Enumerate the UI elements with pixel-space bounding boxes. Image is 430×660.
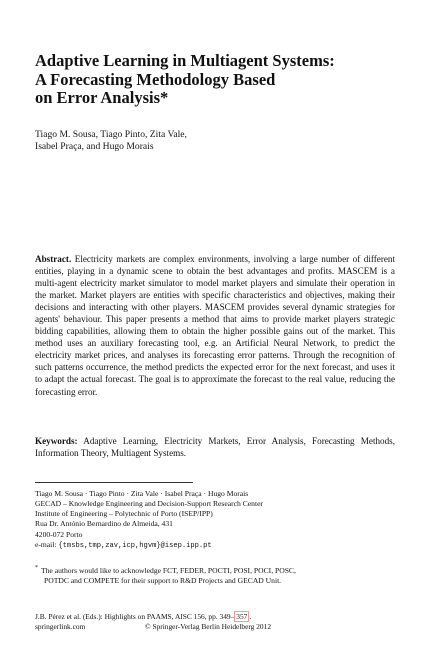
affiliation-org: GECAD – Knowledge Engineering and Decision-Support Research Center <box>35 499 263 509</box>
paper-title <box>35 52 395 108</box>
citation-row-2 <box>35 622 395 632</box>
affiliation-institute: Institute of Engineering – Polytechnic of Porto (ISEP/IPP) <box>35 509 213 519</box>
title-line-2: A Forecasting Methodology Based <box>35 69 276 89</box>
keywords <box>35 435 395 459</box>
keywords-label: Keywords: <box>35 436 78 446</box>
abstract <box>35 253 395 398</box>
title-line-1: Adaptive Learning in Multiagent Systems: <box>35 51 335 70</box>
page-end-link[interactable]: 357 <box>236 612 248 621</box>
abstract-text: Electricity markets are complex environments, involving a large number of different entities, playing in a dynamic scene to obtain the best advantages and profits. MASCEM is a multi-agent electricity market simulator to model market players and simulate their operation in the market. Market players are entities with specific characteristics and objectives, making their decisions and interacting with other players. MASCEM provides several dynamic strategies for agents' behaviour. This paper presents a method that aims to provide market players strategic bidding capabilities, allowing them to obtain the higher possible gains out of the market. This method uses an auxiliary forecasting tool, e.g. an Artificial Neural Network, to predict the electricity market prices, and analyses its forecasting error patterns. Through the recognition of such patterns occurrence, the method predicts the expected error for the next forecast, and uses it to adapt the actual forecast. The goal is to approximate the forecast to the real value, reducing the forecasting error. <box>35 254 396 397</box>
acknowledgement-line-1: The authors would like to acknowledge FCT, FEDER, POCTI, POSI, POCI, POSC, <box>41 566 296 575</box>
authors-line-2: Isabel Praça, and Hugo Morais <box>35 141 154 153</box>
footnote-marker: * <box>35 565 38 572</box>
authors-line-1: Tiago M. Sousa, Tiago Pinto, Zita Vale, <box>35 129 187 140</box>
email-label: e-mail: <box>35 539 57 549</box>
affiliation-names: Tiago M. Sousa · Tiago Pinto · Zita Vale · Isabel Praça · Hugo Morais <box>35 489 249 498</box>
citation-text: J.B. Pérez et al. (Eds.): Highlights on PAAMS, AISC 156, pp. 349– <box>35 612 235 621</box>
affiliation-email-row <box>35 540 395 551</box>
affiliation-block <box>35 489 395 551</box>
acknowledgement-footnote <box>35 566 395 586</box>
affiliation-street: Rua Dr. António Bernardino de Almeida, 431 <box>35 519 173 529</box>
copyright-notice: © Springer-Verlag Berlin Heidelberg 2012 <box>145 621 272 631</box>
author-list <box>35 129 395 153</box>
citation-period: . <box>249 612 252 621</box>
acknowledgement-line-2: POTDC and COMPETE for their support to R&D Projects and GECAD Unit. <box>44 576 282 586</box>
publisher-site: springerlink.com <box>35 621 86 631</box>
citation-footer <box>35 612 395 631</box>
affiliation-city: 4200-072 Porto <box>35 529 83 539</box>
citation-row-1 <box>35 612 395 622</box>
title-line-3: on Error Analysis* <box>35 88 169 107</box>
email-address[interactable]: {tmsbs,tmp,zav,icp,hgvm}@isep.ipp.pt <box>58 541 212 550</box>
footnote-divider <box>35 482 193 483</box>
keywords-text: Adaptive Learning, Electricity Markets, Error Analysis, Forecasting Methods, Information Theory, Multiagent Systems. <box>35 436 396 459</box>
abstract-label: Abstract. <box>35 254 72 264</box>
